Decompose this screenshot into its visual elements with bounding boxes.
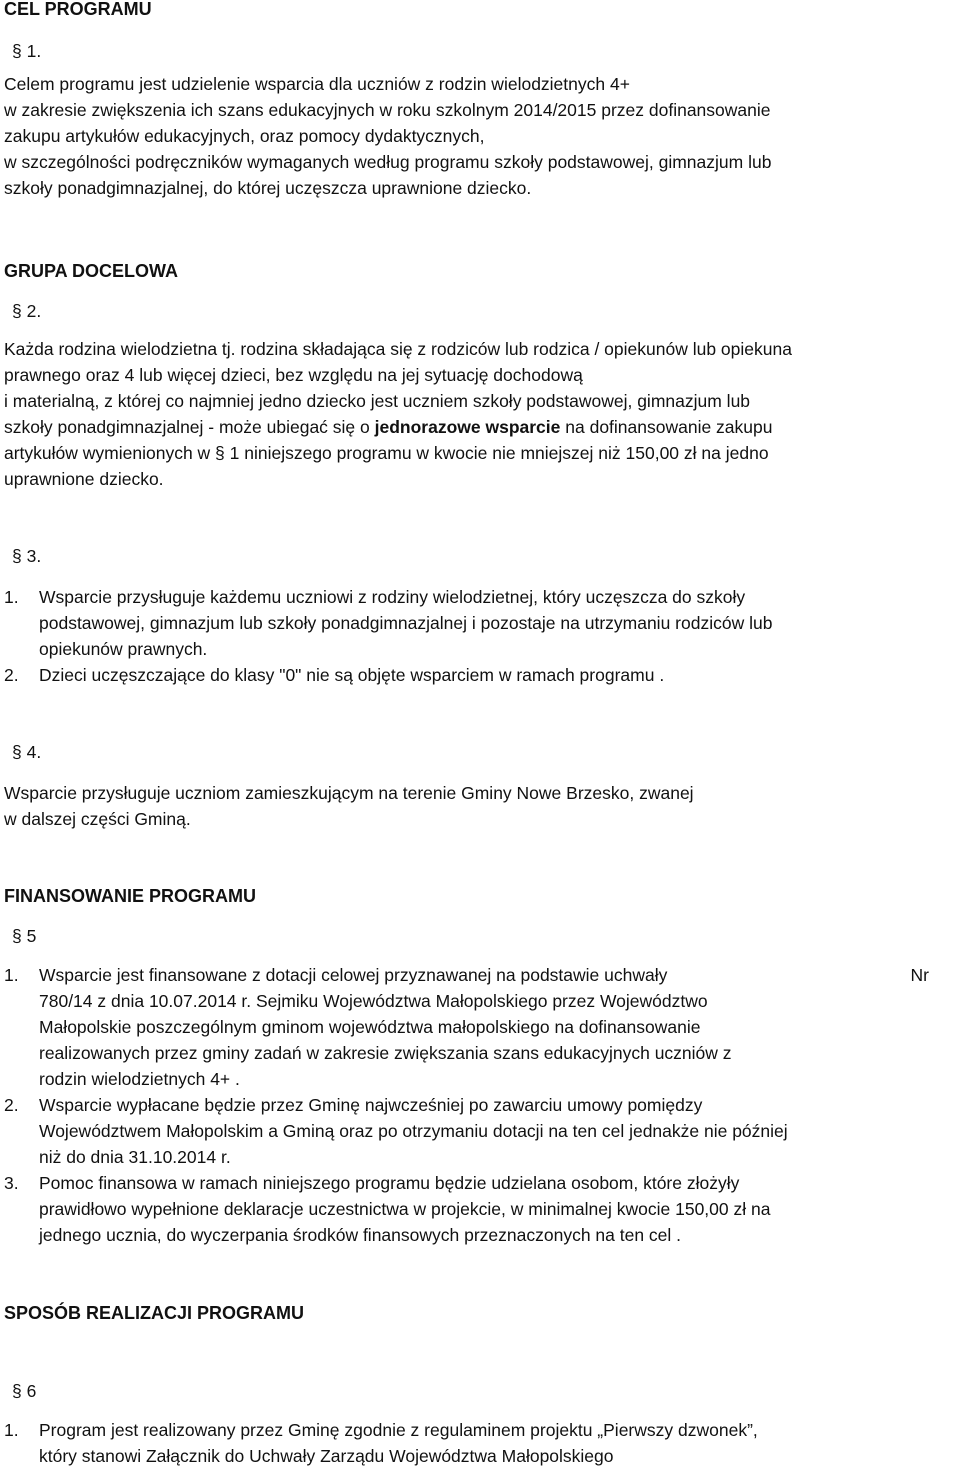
- list-item: [4, 1417, 758, 1469]
- cel-heading: CEL PROGRAMU: [4, 0, 152, 19]
- section-5-number: § 5: [12, 926, 37, 946]
- list-item-line: 780/14 z dnia 10.07.2014 r. Sejmiku Województwa Małopolskiego przez Województwo: [39, 991, 708, 1011]
- section-2-number: § 2.: [12, 301, 42, 321]
- sec3-list-wrap: [4, 584, 772, 688]
- realizacja-heading: SPOSÓB REALIZACJI PROGRAMU: [4, 1303, 305, 1323]
- section-4-number: § 4.: [12, 742, 42, 762]
- finanse-list: [4, 962, 929, 1248]
- list-item-line: jednego ucznia, do wyczerpania środków finansowych przeznaczonych na ten cel .: [39, 1225, 682, 1245]
- grupa-line: [4, 414, 792, 440]
- sec3-list: [4, 584, 772, 688]
- finanse-heading-wrap: [4, 883, 256, 909]
- realizacja-heading-wrap: [4, 1300, 304, 1326]
- realizacja-list-wrap: [4, 1417, 758, 1469]
- list-item-number: 2.: [4, 1095, 19, 1115]
- list-item-line: rodzin wielodzietnych 4+ .: [39, 1069, 240, 1089]
- finanse-heading: FINANSOWANIE PROGRAMU: [4, 886, 256, 906]
- list-item-line: [39, 962, 929, 988]
- grupa-heading-wrap: [4, 258, 178, 284]
- list-item-line: Wsparcie wypłacane będzie przez Gminę najwcześniej po zawarciu umowy pomiędzy: [39, 1095, 703, 1115]
- list-item-number: 1.: [4, 1420, 19, 1440]
- grupa-line: i materialną, z której co najmniej jedno dziecko jest uczniem szkoły podstawowej, gimnazjum lub: [4, 391, 751, 411]
- sec4-paragraph: [4, 780, 694, 832]
- section-1-number: § 1.: [12, 41, 42, 61]
- grupa-line: uprawnione dziecko.: [4, 469, 164, 489]
- cel-line: zakupu artykułów edukacyjnych, oraz pomocy dydaktycznych,: [4, 126, 485, 146]
- list-item: [4, 1092, 929, 1170]
- sec3-number-wrap: [4, 543, 41, 569]
- cel-section-number: [4, 38, 41, 64]
- list-item: [4, 962, 929, 1092]
- list-item-line: prawidłowo wypełnione deklaracje uczestnictwa w projekcie, w minimalnej kwocie 150,00 zł na: [39, 1199, 771, 1219]
- list-item-line: Program jest realizowany przez Gminę zgodnie z regulaminem projektu „Pierwszy dzwonek”,: [39, 1420, 758, 1440]
- section-6-number: § 6: [12, 1381, 37, 1401]
- list-item-line: Województwem Małopolskim a Gminą oraz po otrzymaniu dotacji na ten cel jednakże nie później: [39, 1121, 788, 1141]
- grupa-heading: GRUPA DOCELOWA: [4, 261, 178, 281]
- sec4-line: Wsparcie przysługuje uczniom zamieszkującym na terenie Gminy Nowe Brzesko, zwanej: [4, 783, 694, 803]
- cel-line: Celem programu jest udzielenie wsparcia dla uczniów z rodzin wielodzietnych 4+: [4, 74, 630, 94]
- cel-line: w zakresie zwiększenia ich szans edukacyjnych w roku szkolnym 2014/2015 przez dofinansowanie: [4, 100, 771, 120]
- list-item: [4, 1170, 929, 1248]
- finanse-list-wrap: [4, 962, 929, 1248]
- grupa-section-number: [4, 298, 41, 324]
- list-item-number: 1.: [4, 965, 19, 985]
- grupa-paragraph: [4, 336, 792, 492]
- cel-section: [4, 0, 152, 22]
- section-3-number: § 3.: [12, 546, 42, 566]
- list-item: [4, 662, 772, 688]
- realizacja-list: [4, 1417, 758, 1469]
- grupa-line: prawnego oraz 4 lub więcej dzieci, bez względu na jej sytuację dochodową: [4, 365, 583, 385]
- cel-line: w szczególności podręczników wymaganych według programu szkoły podstawowej, gimnazjum lub: [4, 152, 772, 172]
- grupa-line: artykułów wymienionych w § 1 niniejszego programu w kwocie nie mniejszej niż 150,00 zł na jedno: [4, 443, 769, 463]
- list-item-line: Dzieci uczęszczające do klasy "0" nie są objęte wsparciem w ramach programu .: [39, 665, 665, 685]
- list-item-line: niż do dnia 31.10.2014 r.: [39, 1147, 231, 1167]
- grupa-line4-after: na dofinansowanie zakupu: [560, 417, 773, 437]
- list-item: [4, 584, 772, 662]
- sec4-line: w dalszej części Gminą.: [4, 809, 191, 829]
- finanse-section-number-wrap: [4, 923, 36, 949]
- list-item-line-left: Wsparcie jest finansowane z dotacji celowej przyznawanej na podstawie uchwały: [39, 965, 668, 985]
- cel-line: szkoły ponadgimnazjalnej, do której uczęszcza uprawnione dziecko.: [4, 178, 532, 198]
- list-item-line: realizowanych przez gminy zadań w zakresie zwiększania szans edukacyjnych uczniów z: [39, 1043, 732, 1063]
- list-item-number: 3.: [4, 1173, 19, 1193]
- sec4-number-wrap: [4, 739, 41, 765]
- cel-paragraph: [4, 71, 771, 201]
- list-item-line: podstawowej, gimnazjum lub szkoły ponadgimnazjalnej i pozostaje na utrzymaniu rodziców lub: [39, 613, 773, 633]
- list-item-line: Wsparcie przysługuje każdemu uczniowi z rodziny wielodzietnej, który uczęszcza do szkoły: [39, 587, 746, 607]
- grupa-bold-text: jednorazowe wsparcie: [374, 417, 561, 437]
- list-item-line: który stanowi Załącznik do Uchwały Zarządu Województwa Małopolskiego: [39, 1446, 614, 1466]
- list-item-line: Małopolskie poszczególnym gminom województwa małopolskiego na dofinansowanie: [39, 1017, 701, 1037]
- grupa-line4-before: szkoły ponadgimnazjalnej - może ubiegać się o: [4, 417, 375, 437]
- list-item-line-right: Nr: [910, 965, 929, 985]
- list-item-number: 1.: [4, 587, 19, 607]
- list-item-number: 2.: [4, 665, 19, 685]
- list-item-line: opiekunów prawnych.: [39, 639, 208, 659]
- realizacja-section-number-wrap: [4, 1378, 36, 1404]
- grupa-line: Każda rodzina wielodzietna tj. rodzina składająca się z rodziców lub rodzica / opiekunów lub opiekuna: [4, 339, 792, 359]
- list-item-line: Pomoc finansowa w ramach niniejszego programu będzie udzielana osobom, które złożyły: [39, 1173, 740, 1193]
